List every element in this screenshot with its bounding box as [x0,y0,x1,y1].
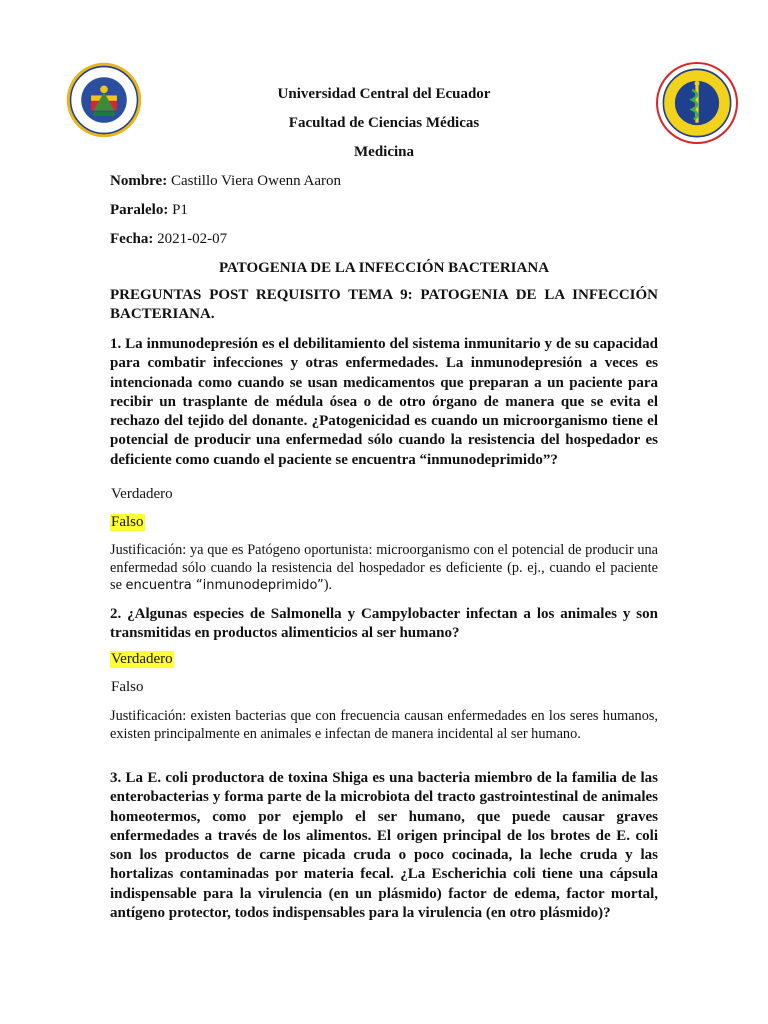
name-value: Castillo Viera Owenn Aaron [170,173,342,189]
name-label: Nombre: [110,173,168,189]
group-line [110,202,188,219]
justification-1-end: ). [323,577,333,593]
career-name: Medicina [354,144,414,160]
document-subtitle: PREGUNTAS POST REQUISITO TEMA 9: PATOGENIA DE LA INFECCIÓN BACTERIANA. [110,287,658,323]
question-1-option-true: Verdadero [111,486,173,502]
question-2-text: 2. ¿Algunas especies de Salmonella y Campylobacter infectan a los animales y son transmitidas en productos alimenticios al ser humano? [110,606,658,642]
justification-1-tail: encuentra “inmunodeprimido” [125,578,324,593]
question-1-justification [110,542,658,595]
group-label: Paralelo: [110,202,169,218]
student-name-line [110,173,341,190]
question-2-justification: Justificación: existen bacterias que con frecuencia causan enfermedades en los seres humanos, existen principalmente en animales e infectan de manera incidental al ser humano. [110,708,658,742]
question-2-option-false: Falso [111,679,144,695]
question-1-option-false-selected: Falso [111,514,144,530]
question-2-option-true-selected: Verdadero [111,651,173,667]
date-label: Fecha: [110,231,154,247]
date-value: 2021-02-07 [157,231,228,247]
faculty-name: Facultad de Ciencias Médicas [288,115,480,131]
justification-1-main: Justificación: ya que es Patógeno oportunista: microorganismo con el potencial de producir una enfermedad sólo cuando la resistencia del hospedador es deficiente (p. ej., cuando el paciente se [110,542,658,593]
date-line [110,231,227,248]
question-1-text: 1. La inmunodepresión es el debilitamiento del sistema inmunitario y de su capacidad para combatir infecciones y otras enfermedades. La inmunodepresión a veces es intencionada como cuando se usan medicamentos que preparan a un paciente para recibir un trasplante de médula ósea o de otro órgano de manera que se evita el rechazo del tejido del donante. ¿Patogenicidad es cuando un microorganismo tiene el potencial de producir una enfermedad sólo cuando la resistencia del hospedador es deficiente como cuando el paciente se encuentra “inmunodeprimido”? [110,336,658,468]
university-name: Universidad Central del Ecuador [277,86,491,102]
question-3-text: 3. La E. coli productora de toxina Shiga es una bacteria miembro de la familia de las enterobacterias y forma parte de la microbiota del tracto gastrointestinal de animales homeotermos, como por ejemplo el ser humano, que puede causar graves enfermedades a través de los alimentos. El origen principal de los brotes de E. coli son los productos de carne picada cruda o poco cocinada, la leche cruda y las hortalizas contaminadas por materia fecal. ¿La Escherichia coli tiene una cápsula indispensable para la virulencia (en un plásmido) factor de edema, factor mortal, antígeno protector, todos indispensables para la virulencia (en otro plásmido)? [110,770,658,922]
group-value: P1 [172,202,188,218]
document-title: PATOGENIA DE LA INFECCIÓN BACTERIANA [218,260,550,276]
